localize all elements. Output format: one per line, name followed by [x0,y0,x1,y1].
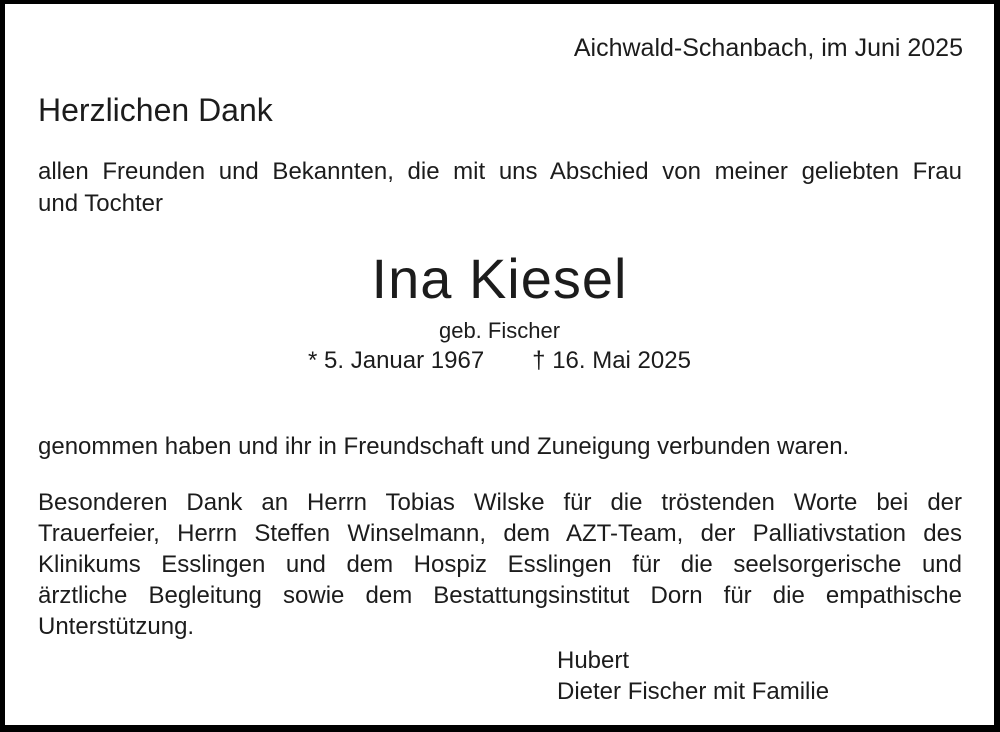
signature-block [557,645,829,707]
dateline: Aichwald-Schanbach, im Juni 2025 [573,34,963,62]
signature-line: Dieter Fischer mit Familie [557,678,830,705]
heading: Herzlichen Dank [38,92,273,128]
intro-line: und Tochter [38,190,163,217]
continuation-line: genommen haben und ihr in Freundschaft und Zuneigung verbunden waren. [38,433,850,460]
intro-paragraph [38,156,962,220]
thanks-line: Besonderen Dank an Herrn Tobias Wilske für die tröstenden Worte bei der [38,489,962,516]
thanks-line: ärztliche Begleitung sowie dem Bestattungsinstitut Dorn für die empathische [38,582,962,609]
deceased-name: Ina Kiesel [371,247,628,310]
life-dates [5,347,994,375]
death-date: † 16. Mai 2025 [532,347,691,374]
intro-line: allen Freunden und Bekannten, die mit uns Abschied von meiner geliebten Frau [38,158,962,185]
maiden-name: geb. Fischer [438,318,561,343]
thanks-paragraph [38,487,962,642]
thanks-line: Unterstützung. [38,613,195,640]
thanks-line: Trauerfeier, Herrn Steffen Winselmann, dem AZT-Team, der Palliativstation des [38,520,962,547]
thanks-line: Klinikums Esslingen und dem Hospiz Esslingen für die seelsorgerische und [38,551,962,578]
birth-date: * 5. Januar 1967 [308,347,485,374]
signature-line: Hubert [557,647,630,674]
